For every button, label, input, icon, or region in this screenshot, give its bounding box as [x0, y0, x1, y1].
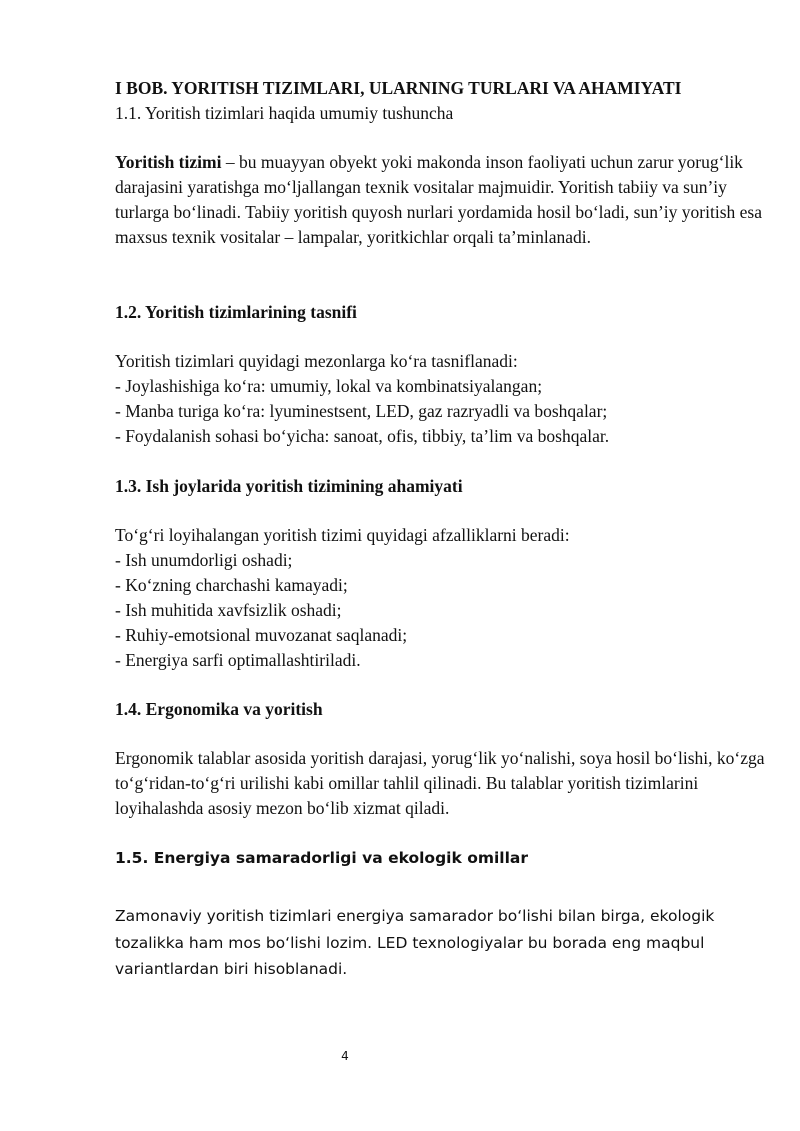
list-intro: Yoritish tizimlari quyidagi mezonlarga ko‘ra tasniflanadi: — [115, 351, 518, 371]
list-item: - Joylashishiga ko‘ra: umumiy, lokal va kombinatsiyalangan; — [115, 376, 543, 396]
section-1-1-heading: 1.1. Yoritish tizimlari haqida umumiy tushuncha — [115, 103, 454, 123]
section-1-1-paragraph — [115, 150, 765, 250]
section-1-2-heading: 1.2. Yoritish tizimlarining tasnifi — [115, 302, 357, 322]
section-1-5-paragraph: Zamonaviy yoritish tizimlari energiya samarador bo‘lishi bilan birga, ekologik tozalikka ham mos bo‘lishi lozim. LED texnologiyalar bu borada eng maqbul variantlardan biri hisoblanadi. — [115, 907, 715, 978]
section-1-2-list — [115, 349, 765, 449]
list-intro: To‘g‘ri loyihalangan yoritish tizimi quyidagi afzalliklarni beradi: — [115, 525, 570, 545]
list-item: - Foydalanish sohasi bo‘yicha: sanoat, ofis, tibbiy, ta’lim va boshqalar. — [115, 426, 610, 446]
section-1-4-heading: 1.4. Ergonomika va yoritish — [115, 699, 323, 719]
section-1-4-paragraph: Ergonomik talablar asosida yoritish darajasi, yorug‘lik yo‘nalishi, soya hosil bo‘lishi, ko‘zga to‘g‘ridan-to‘g‘ri urilishi kabi omillar tahlil qilinadi. Bu talablar yoritish tizimlarini loyihalashda asosiy mezon bo‘lib xizmat qiladi. — [115, 748, 765, 818]
list-item: - Ruhiy-emotsional muvozanat saqlanadi; — [115, 625, 408, 645]
list-item: - Manba turiga ko‘ra: lyuminestsent, LED, gaz razryadli va boshqalar; — [115, 401, 608, 421]
list-item: - Ko‘zning charchashi kamayadi; — [115, 575, 348, 595]
list-item: - Ish muhitida xavfsizlik oshadi; — [115, 600, 342, 620]
list-item: - Ish unumdorligi oshadi; — [115, 550, 293, 570]
section-1-3-list — [115, 523, 765, 673]
list-item: - Energiya sarfi optimallashtiriladi. — [115, 650, 361, 670]
chapter-title: I BOB. YORITISH TIZIMLARI, ULARNING TURLARI VA AHAMIYATI — [115, 78, 682, 98]
term-label: Yoritish tizimi — [115, 152, 222, 172]
page-number: 4 — [341, 1049, 349, 1063]
section-1-5-heading: 1.5. Energiya samaradorligi va ekologik omillar — [115, 849, 529, 867]
definition-text: – bu muayyan obyekt yoki makonda inson faoliyati uchun zarur yorug‘lik darajasini yaratishga mo‘ljallangan texnik vositalar majmuidir. Yoritish tabiiy va sun’iy turlarga bo‘linadi. Tabiiy yoritish quyosh nurlari yordamida hosil bo‘ladi, sun’iy yoritish esa maxsus texnik vositalar – lampalar, yoritkichlar orqali ta’minlanadi. — [115, 152, 762, 247]
section-1-3-heading: 1.3. Ish joylarida yoritish tizimining ahamiyati — [115, 476, 463, 496]
